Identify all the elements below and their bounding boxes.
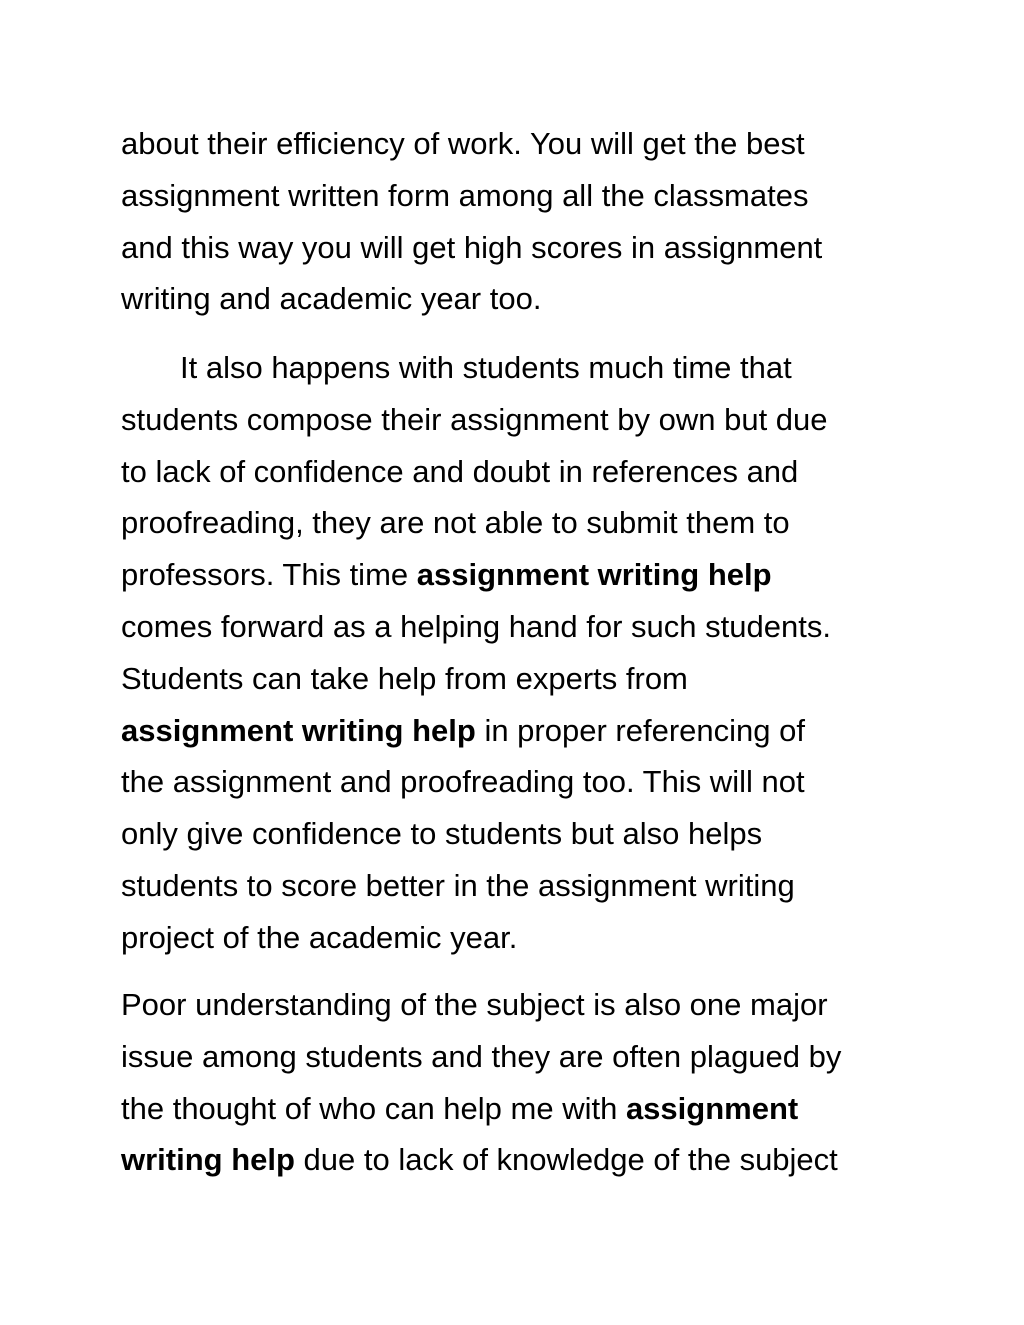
text-run: Students can take help from experts from: [121, 660, 688, 696]
text-run: project of the academic year.: [121, 919, 518, 955]
text-run: It also happens with students much time that: [180, 350, 792, 385]
text-line: [121, 549, 921, 601]
text-run: proofreading, they are not able to submit them to: [121, 505, 790, 541]
text-line: [121, 118, 921, 170]
text-line: [121, 170, 921, 222]
text-run: the thought of who can help me with: [121, 1090, 626, 1126]
text-line: [121, 912, 921, 964]
bold-keyword: writing help: [121, 1142, 295, 1178]
text-run: in proper referencing of: [475, 712, 805, 748]
text-run: comes forward as a helping hand for such students.: [121, 608, 831, 644]
bold-keyword: assignment writing help: [121, 712, 476, 748]
bold-keyword: assignment: [625, 1090, 799, 1126]
text-run: writing and academic year too.: [121, 281, 542, 317]
text-line: [121, 446, 921, 498]
paragraph-3: [121, 979, 921, 1186]
text-line: [121, 273, 921, 325]
text-line: [121, 860, 921, 912]
text-run: the assignment and proofreading too. This will not: [121, 764, 805, 800]
text-line: [121, 497, 921, 549]
bold-keyword: assignment writing help: [416, 557, 772, 593]
text-run: students compose their assignment by own but due: [121, 401, 828, 437]
text-line: [121, 394, 921, 446]
text-run: due to lack of knowledge of the subject: [294, 1142, 838, 1178]
text-line: [121, 979, 921, 1031]
text-line: [121, 1134, 921, 1186]
paragraph-1: [121, 118, 921, 325]
text-line: [121, 653, 921, 705]
text-line: [121, 1083, 921, 1135]
text-run: assignment written form among all the classmates: [121, 177, 809, 213]
text-run: issue among students and they are often plagued by: [121, 1038, 842, 1074]
text-run: about their efficiency of work. You will get the best: [121, 126, 805, 161]
text-line: [121, 756, 921, 808]
text-run: to lack of confidence and doubt in references and: [121, 453, 799, 489]
text-line: [121, 808, 921, 860]
text-run: students to score better in the assignment writing: [121, 867, 795, 903]
text-line: [121, 1031, 921, 1083]
text-line-indented: [121, 342, 921, 394]
text-run: professors. This time: [121, 557, 417, 593]
text-run: and this way you will get high scores in assignment: [121, 229, 823, 265]
text-run: Poor understanding of the subject is also one major: [121, 987, 828, 1022]
paragraph-2: [121, 342, 921, 964]
text-line: [121, 601, 921, 653]
text-line: [121, 222, 921, 274]
text-run: only give confidence to students but also helps: [121, 816, 763, 852]
text-line: [121, 705, 921, 757]
